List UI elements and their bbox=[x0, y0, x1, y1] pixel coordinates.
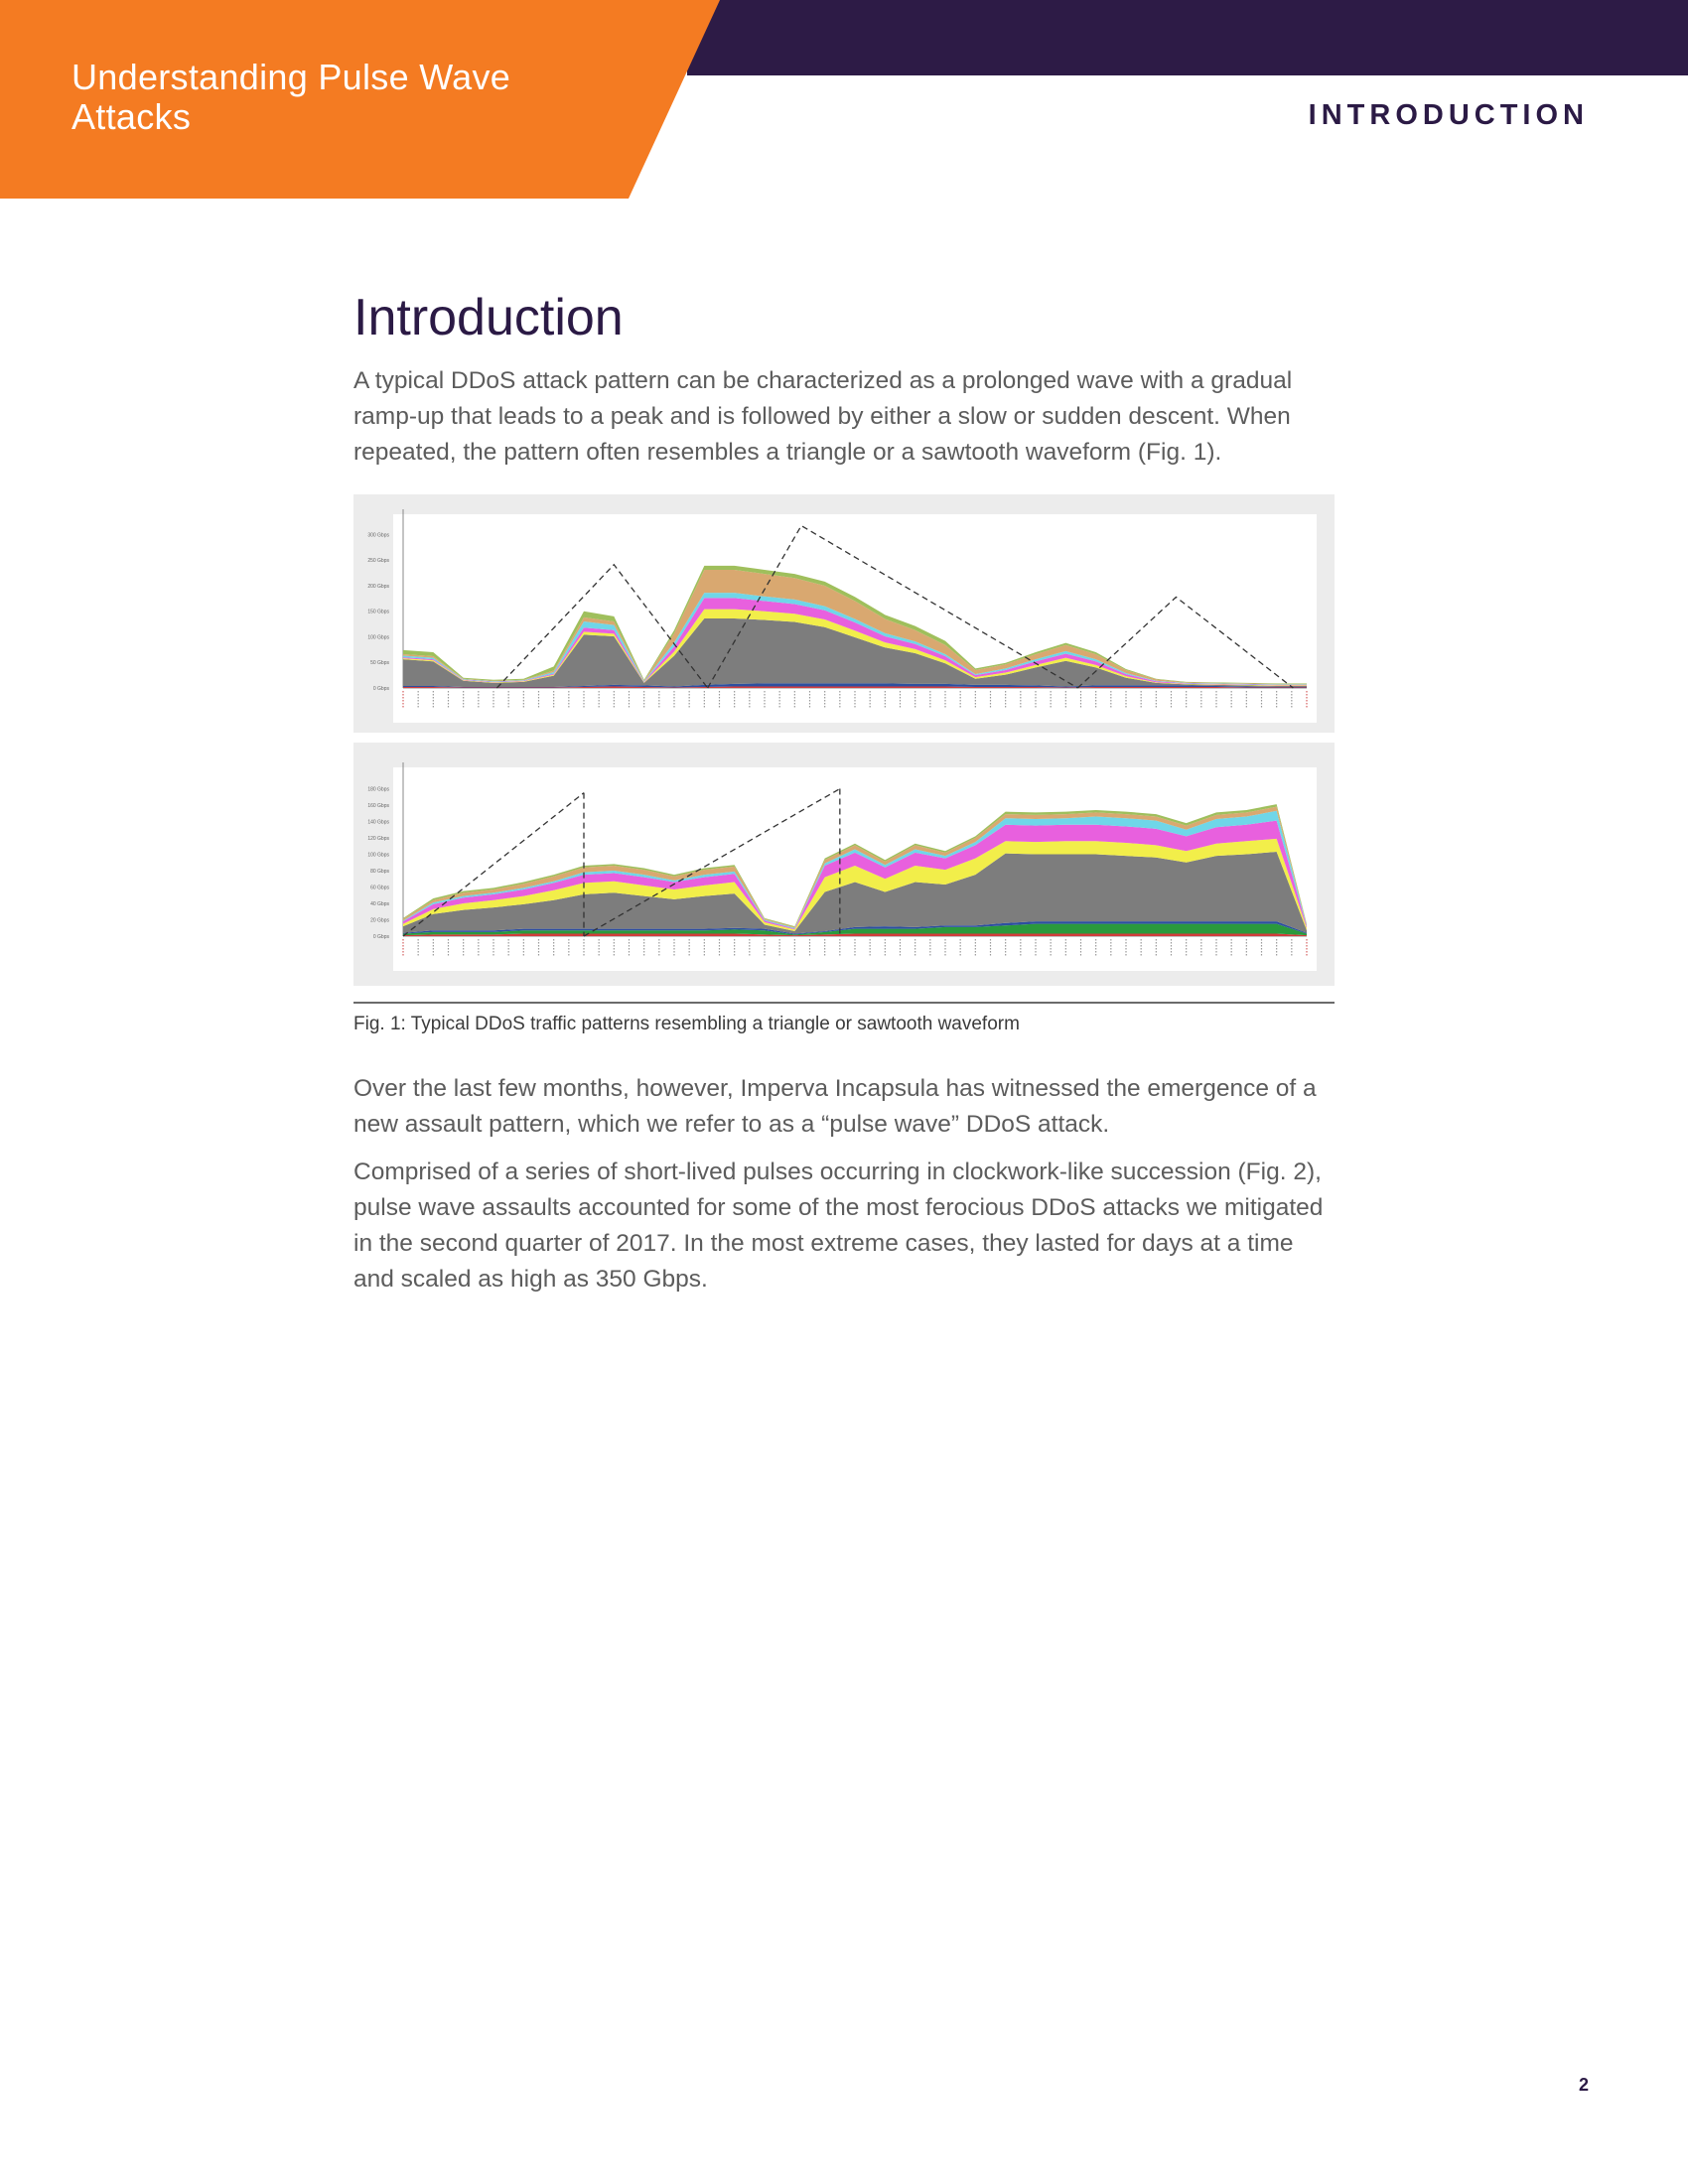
y-tick-label: 40 Gbps bbox=[370, 901, 389, 907]
section-label: INTRODUCTION bbox=[1308, 99, 1589, 131]
series-area-red bbox=[403, 934, 1307, 936]
document-title: Understanding Pulse Wave Attacks bbox=[71, 57, 511, 137]
y-tick-label: 0 Gbps bbox=[372, 686, 389, 692]
paragraph-3: Comprised of a series of short-lived pulses occurring in clockwork-like succession (Fig. 2), pulse wave assaults accounted for some of the most ferocious DDoS attacks we mitigated in the second quarter of 2017. In the most extreme cases, they lasted for days at a time and scaled as high as 350 Gbps. bbox=[353, 1159, 1324, 1293]
y-tick-label: 180 Gbps bbox=[367, 786, 389, 793]
y-tick-label: 60 Gbps bbox=[370, 885, 389, 891]
y-tick-label: 300 Gbps bbox=[367, 532, 389, 539]
y-tick-label: 250 Gbps bbox=[367, 558, 389, 565]
y-tick-label: 80 Gbps bbox=[370, 869, 389, 875]
y-tick-label: 150 Gbps bbox=[367, 609, 389, 615]
paragraph-2: Over the last few months, however, Imperva Incapsula has witnessed the emergence of a new assault pattern, which we refer to as a “pulse wave” DDoS attack. bbox=[353, 1075, 1317, 1138]
y-tick-label: 100 Gbps bbox=[367, 634, 389, 641]
chart-2-svg bbox=[353, 743, 1335, 986]
figure-1-chart-sawtooth bbox=[353, 743, 1335, 986]
header-purple-band bbox=[687, 0, 1688, 75]
y-tick-label: 0 Gbps bbox=[372, 934, 389, 940]
page-heading: Introduction bbox=[353, 289, 624, 346]
y-tick-label: 160 Gbps bbox=[367, 803, 389, 809]
intro-paragraph: A typical DDoS attack pattern can be characterized as a prolonged wave with a gradual ramp-up that leads to a peak and is followed by either a slow or sudden descent. When repeated, the pattern often resembles a triangle or a sawtooth waveform (Fig. 1). bbox=[353, 367, 1293, 466]
y-tick-label: 100 Gbps bbox=[367, 852, 389, 859]
figure-caption: Fig. 1: Typical DDoS traffic patterns resembling a triangle or sawtooth waveform bbox=[353, 1014, 1020, 1034]
y-tick-label: 200 Gbps bbox=[367, 583, 389, 590]
main-content bbox=[353, 288, 1336, 1297]
y-tick-label: 50 Gbps bbox=[370, 660, 389, 667]
y-tick-label: 120 Gbps bbox=[367, 836, 389, 842]
y-tick-label: 20 Gbps bbox=[370, 917, 389, 924]
figure-1-chart-triangle bbox=[353, 494, 1335, 733]
y-tick-label: 140 Gbps bbox=[367, 819, 389, 826]
chart-1-svg bbox=[353, 494, 1335, 733]
page-number: 2 bbox=[1578, 2075, 1589, 2095]
figure-divider bbox=[353, 1002, 1335, 1004]
